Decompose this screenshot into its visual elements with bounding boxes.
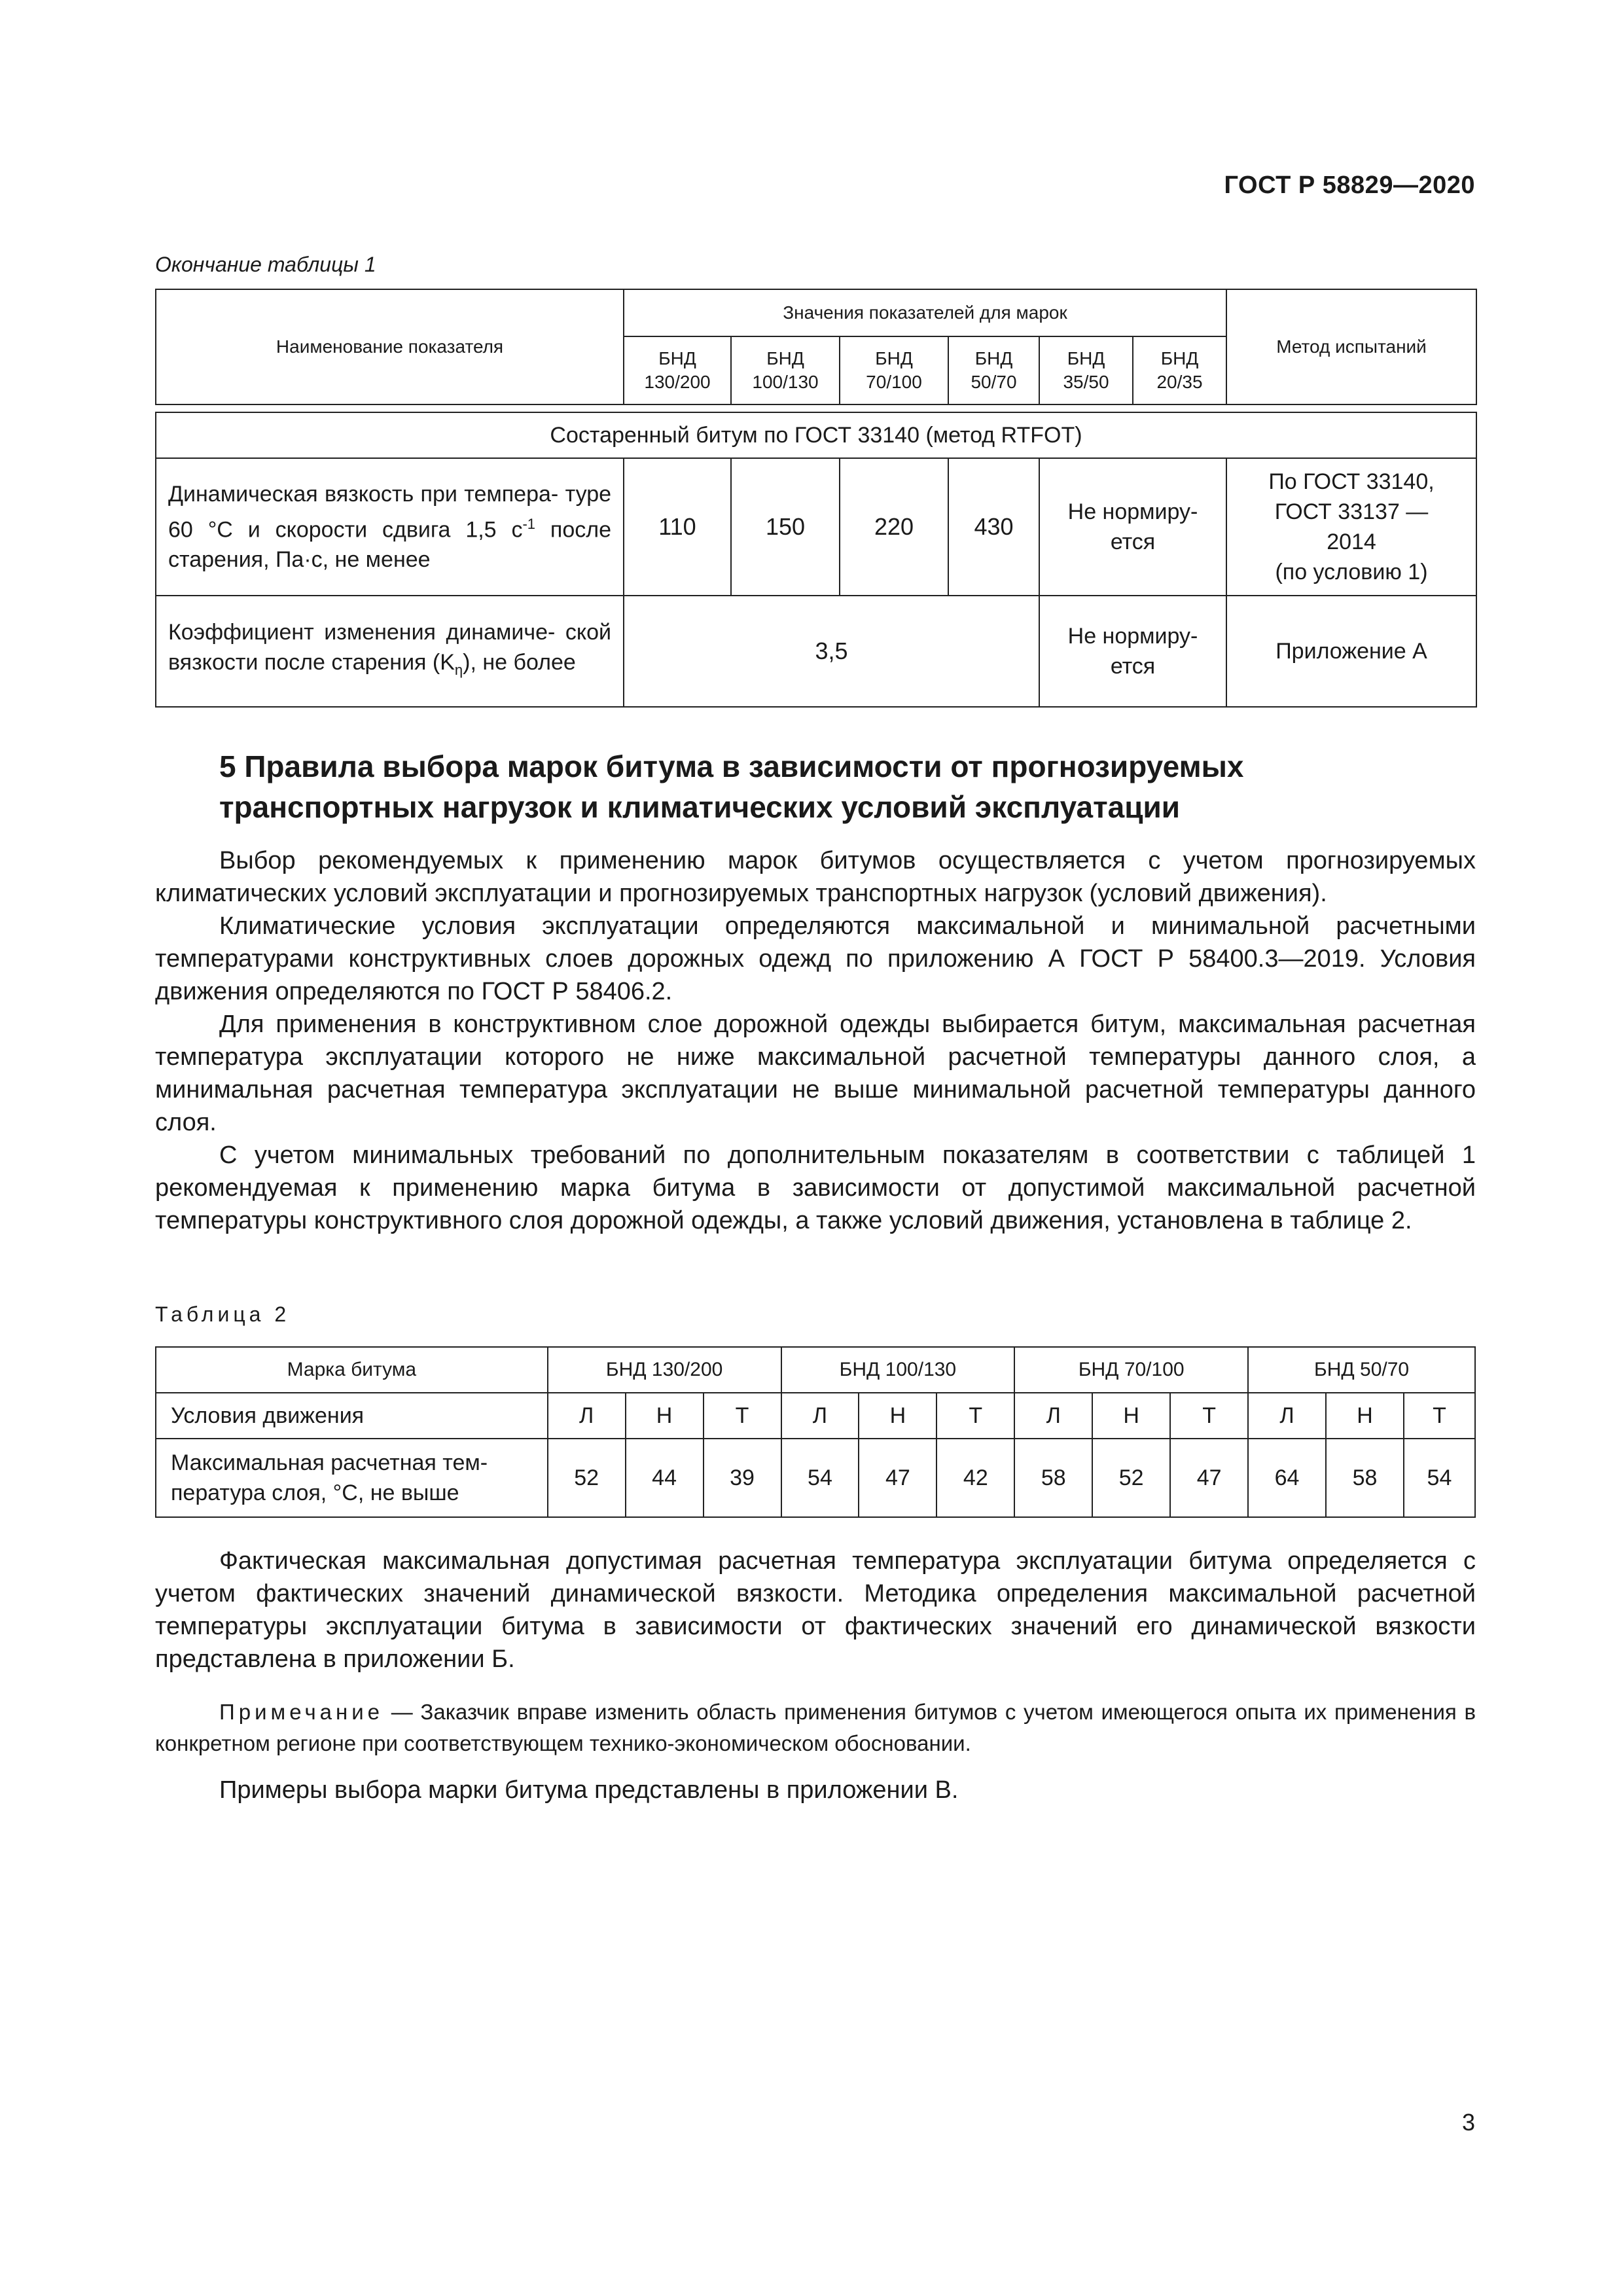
table1-grade — [948, 336, 1039, 404]
table2-temp: 39 — [704, 1439, 781, 1517]
grade-line1: БНД — [1067, 348, 1105, 368]
row1-name-sup: -1 — [522, 515, 536, 532]
table2-temp: 52 — [548, 1439, 626, 1517]
table1-not-normed: Не нормиру- ется — [1039, 458, 1226, 596]
table2-temp: 44 — [626, 1439, 704, 1517]
heading-line: 5 Правила выбора марок битума в зависимости от прогнозируемых — [219, 749, 1244, 783]
table2-traffic: Н — [626, 1393, 704, 1439]
temp-label-line: пература слоя, °С, не выше — [171, 1480, 459, 1505]
table1-grade — [840, 336, 948, 404]
table2-header-grade: Марка битума — [156, 1347, 548, 1393]
note-text: — Заказчик вправе изменить область применения битумов с учетом имеющегося опыта их применения в конкретном регионе при соответствующем технико-экономическом обосновании. — [155, 1700, 1476, 1755]
table2-caption: Таблица 2 — [155, 1302, 291, 1326]
grade-line1: БНД — [875, 348, 913, 368]
document-code: ГОСТ Р 58829—2020 — [1224, 171, 1475, 199]
table2-traffic: Н — [859, 1393, 936, 1439]
table2-grade: БНД 50/70 — [1248, 1347, 1475, 1393]
table2-temp: 47 — [859, 1439, 936, 1517]
grade-line2: 20/35 — [1156, 372, 1203, 392]
grade-line2: 100/130 — [752, 372, 819, 392]
table1-row1-name — [156, 458, 624, 596]
grade-line1: БНД — [1160, 348, 1199, 368]
method-line: По ГОСТ 33140, — [1268, 469, 1435, 494]
table1-separator — [156, 404, 1476, 412]
table2-temp: 58 — [1326, 1439, 1404, 1517]
table1-row2-name — [156, 596, 624, 707]
table2 — [155, 1346, 1476, 1518]
table2-temp: 54 — [781, 1439, 859, 1517]
table1-row2-value: 3,5 — [624, 596, 1039, 707]
note-label: Примечание — [219, 1700, 384, 1724]
table2-temp: 42 — [936, 1439, 1014, 1517]
grade-line2: 130/200 — [644, 372, 711, 392]
table2-temp: 52 — [1092, 1439, 1170, 1517]
section5-heading — [219, 746, 1463, 827]
page-number: 3 — [1461, 2109, 1475, 2136]
table1-header-values: Значения показателей для марок — [624, 289, 1226, 336]
table1-value: 110 — [624, 458, 731, 596]
table2-traffic: Л — [1014, 1393, 1092, 1439]
table2-temp-label — [156, 1439, 548, 1517]
method-line: ГОСТ 33137 — — [1274, 499, 1429, 524]
paragraph: Фактическая максимальная допустимая расчетная температура эксплуатации битума определяется с учетом фактических значений динамической вязкости. Методика определения максимальной расчетной температуры эксплуатации битума в зависимости от фактических значений его динамической вязкости представлена в приложении Б. — [155, 1547, 1476, 1673]
paragraph: Климатические условия эксплуатации определяются максимальной и минимальной расчетными температурами конструктивных слоев дорожных одежд по приложению А ГОСТ Р 58400.3—2019. Условия движения определяются по ГОСТ Р 58406.2. — [155, 912, 1476, 1005]
table2-traffic-label: Условия движения — [156, 1393, 548, 1439]
table2-temp: 58 — [1014, 1439, 1092, 1517]
method-line: (по условию 1) — [1275, 560, 1428, 584]
table2-traffic: Н — [1092, 1393, 1170, 1439]
paragraph: Для применения в конструктивном слое дорожной одежды выбирается битум, максимальная расчетная температура эксплуатации которого не ниже максимальной расчетной температуры данного слоя, а минимальная расчетная температура эксплуатации не выше минимальной расчетной температуры данного слоя. — [155, 1011, 1476, 1136]
grade-line1: БНД — [766, 348, 804, 368]
table2-traffic: Л — [781, 1393, 859, 1439]
paragraph: Примеры выбора марки битума представлены в приложении В. — [219, 1776, 959, 1804]
grade-line2: 35/50 — [1063, 372, 1109, 392]
table2-traffic: Т — [936, 1393, 1014, 1439]
table2-grade: БНД 100/130 — [781, 1347, 1015, 1393]
table2-traffic: Л — [1248, 1393, 1326, 1439]
table2-temp: 64 — [1248, 1439, 1326, 1517]
table1-not-normed: Не нормиру- ется — [1039, 596, 1226, 707]
table2-traffic: Н — [1326, 1393, 1404, 1439]
table2-temp: 54 — [1404, 1439, 1475, 1517]
temp-label-line: Максимальная расчетная тем- — [171, 1450, 488, 1475]
table2-traffic: Т — [704, 1393, 781, 1439]
table1-section-title: Состаренный битум по ГОСТ 33140 (метод RTFOT) — [156, 412, 1476, 458]
table1-row2-method: Приложение А — [1226, 596, 1476, 707]
table2-traffic: Л — [548, 1393, 626, 1439]
row1-name-part: Динамическая вязкость при темпера- — [168, 481, 559, 507]
table1-grade — [624, 336, 731, 404]
note — [155, 1696, 1476, 1759]
table2-grade: БНД 70/100 — [1014, 1347, 1248, 1393]
table2-grade: БНД 130/200 — [548, 1347, 781, 1393]
table1-value: 430 — [948, 458, 1039, 596]
table1-header-name: Наименование показателя — [156, 289, 624, 404]
grade-line1: БНД — [658, 348, 696, 368]
row1-name-part: туре 60 °С и скорости сдвига 1,5 с — [168, 481, 612, 543]
table1-header-method: Метод испытаний — [1226, 289, 1476, 404]
table1-grade — [1039, 336, 1133, 404]
row2-name-part: ской вязкости после старения (K — [168, 620, 611, 675]
table2-traffic: Т — [1404, 1393, 1475, 1439]
row2-name-part: Коэффициент изменения динамиче- — [168, 620, 556, 645]
grade-line2: 70/100 — [866, 372, 922, 392]
grade-line1: БНД — [974, 348, 1013, 368]
heading-line: транспортных нагрузок и климатических условий эксплуатации — [219, 790, 1181, 824]
method-line: 2014 — [1327, 529, 1376, 554]
paragraph: С учетом минимальных требований по дополнительным показателям в соответствии с таблицей 1 рекомендуемая к применению марка битума в зависимости от допустимой максимальной расчетной температуры конструктивного слоя дорожной одежды, а также условий движения, установлена в таблице 2. — [155, 1141, 1476, 1234]
row2-name-part: ), не более — [463, 650, 576, 675]
table1-grade — [1133, 336, 1226, 404]
table2-temp: 47 — [1170, 1439, 1248, 1517]
paragraph: Выбор рекомендуемых к применению марок битумов осуществляется с учетом прогнозируемых климатических условий эксплуатации и прогнозируемых транспортных нагрузок (условий движения). — [155, 847, 1476, 907]
table1-value: 150 — [731, 458, 840, 596]
row2-name-sub: η — [454, 661, 463, 678]
table1-grade — [731, 336, 840, 404]
row1-name-part: после старения, Па·с, не менее — [168, 517, 611, 573]
table1-caption: Окончание таблицы 1 — [155, 253, 376, 276]
table1-value: 220 — [840, 458, 948, 596]
table1 — [155, 289, 1477, 708]
table1-row1-method — [1226, 458, 1476, 596]
grade-line2: 50/70 — [971, 372, 1017, 392]
table2-traffic: Т — [1170, 1393, 1248, 1439]
